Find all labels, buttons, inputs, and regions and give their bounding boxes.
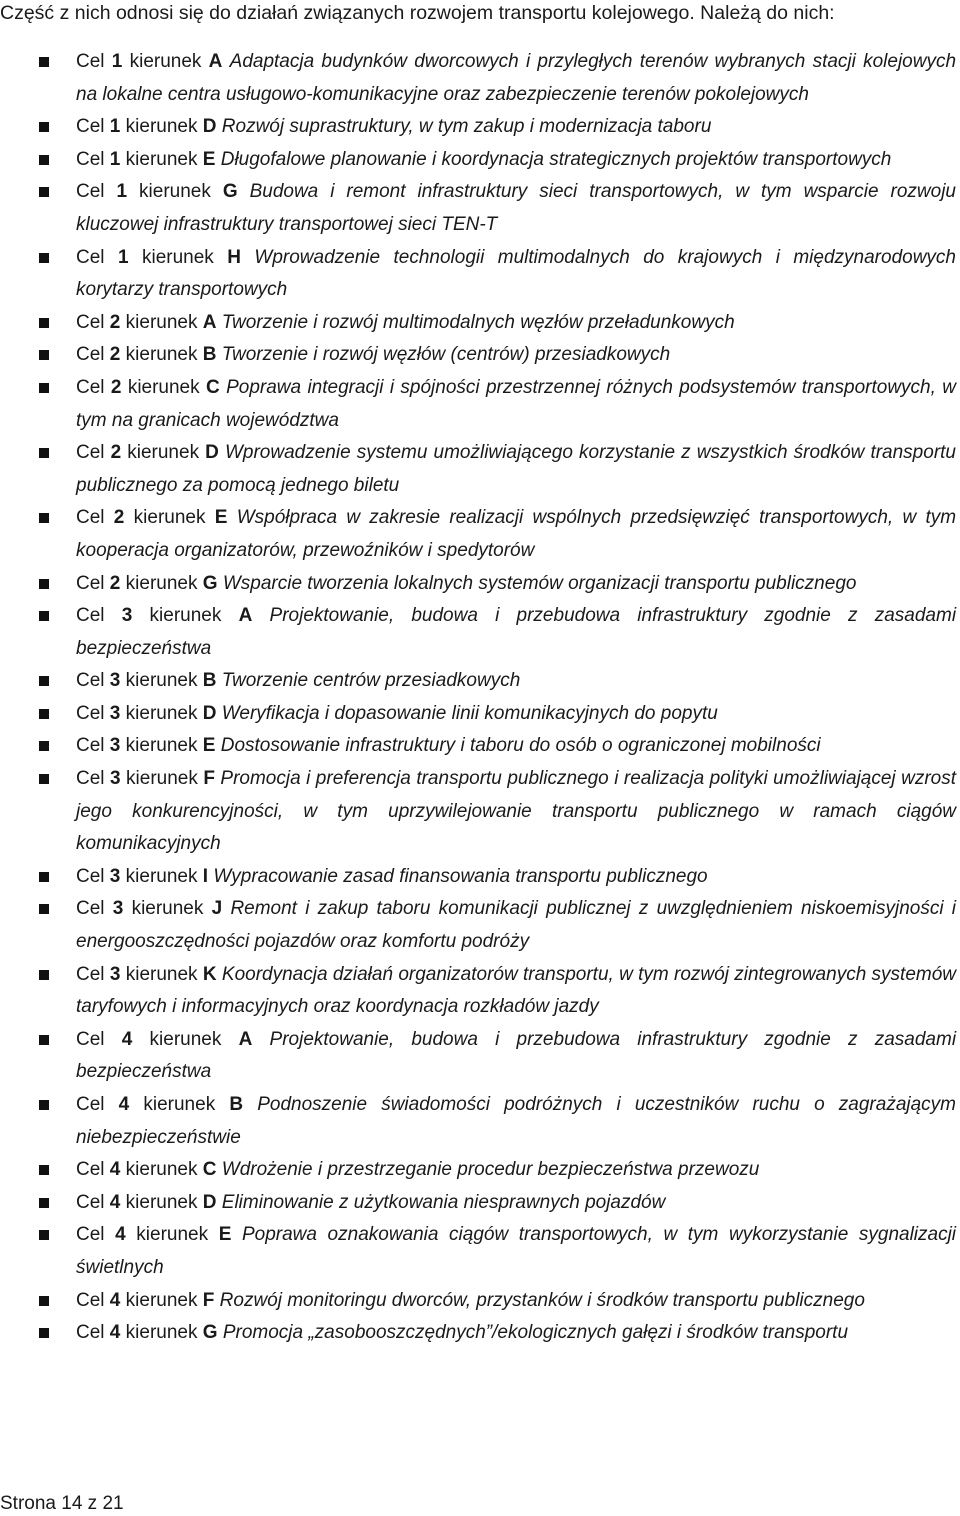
goal-kierunek-label: kierunek <box>125 1159 198 1181</box>
goal-title: Koordynacja działań organizatorów transportu, w tym rozwój zintegrowanych systemów taryfowych i informacyjnych oraz koordynacja rozkładów jazdy <box>76 963 957 1018</box>
goal-kierunek-label: kierunek <box>125 116 198 138</box>
goal-kierunek-letter: F <box>202 1289 215 1311</box>
intro-paragraph: Część z nich odnosi się do działań związanych rozwojem transportu kolejowego. Należą do nich: <box>0 2 835 24</box>
goal-kierunek-letter: F <box>203 768 215 790</box>
goal-cel-label: Cel <box>76 1289 105 1311</box>
goal-kierunek-letter: G <box>222 181 238 203</box>
square-bullet-icon <box>39 187 49 197</box>
square-bullet-icon <box>39 1165 49 1175</box>
goal-cel-label: Cel <box>76 898 105 920</box>
goal-cel-number: 4 <box>121 1028 133 1050</box>
goal-kierunek-label: kierunek <box>139 181 211 203</box>
goal-cel-number: 3 <box>112 898 124 920</box>
goal-cel-number: 2 <box>110 376 122 398</box>
goal-title: Tworzenie i rozwój węzłów (centrów) przesiadkowych <box>221 344 671 366</box>
square-bullet-icon <box>39 350 49 360</box>
goal-kierunek-label: kierunek <box>125 1322 198 1344</box>
goal-list <box>0 46 960 1350</box>
goal-cel-label: Cel <box>76 442 105 464</box>
square-bullet-icon <box>39 253 49 263</box>
goal-cel-label: Cel <box>76 670 105 692</box>
goal-cel-label: Cel <box>76 1191 105 1213</box>
goal-cel-label: Cel <box>76 768 105 790</box>
goal-title: Długofalowe planowanie i koordynacja strategicznych projektów transportowych <box>220 148 892 170</box>
list-item <box>0 698 960 731</box>
goal-cel-number: 3 <box>109 670 121 692</box>
goal-title: Współpraca w zakresie realizacji wspólnych przedsięwzięć transportowych, w tym kooperacja organizatorów, przewoźników i spedytorów <box>76 507 957 561</box>
square-bullet-icon <box>39 1035 49 1045</box>
goal-cel-label: Cel <box>76 605 105 627</box>
goal-cel-number: 2 <box>109 572 121 594</box>
list-item <box>0 339 960 372</box>
goal-cel-label: Cel <box>76 1159 105 1181</box>
list-item <box>0 1317 960 1350</box>
goal-cel-number: 3 <box>109 702 121 724</box>
square-bullet-icon <box>39 904 49 914</box>
goal-kierunek-letter: I <box>202 865 209 887</box>
goal-title: Rozwój suprastruktury, w tym zakup i modernizacja taboru <box>221 116 712 138</box>
square-bullet-icon <box>39 1100 49 1110</box>
goal-kierunek-letter: A <box>202 311 217 333</box>
goal-cel-number: 4 <box>109 1159 121 1181</box>
goal-kierunek-label: kierunek <box>125 311 198 333</box>
goal-kierunek-label: kierunek <box>125 344 198 366</box>
goal-kierunek-label: kierunek <box>125 963 198 985</box>
goal-kierunek-letter: E <box>202 735 216 757</box>
square-bullet-icon <box>39 970 49 980</box>
list-item <box>0 600 960 665</box>
square-bullet-icon <box>39 318 49 328</box>
goal-kierunek-letter: C <box>202 1159 217 1181</box>
list-item <box>0 568 960 601</box>
goal-kierunek-label: kierunek <box>136 1224 209 1246</box>
goal-cel-number: 2 <box>109 311 121 333</box>
goal-title: Wypracowanie zasad finansowania transportu publicznego <box>213 865 708 887</box>
goal-kierunek-label: kierunek <box>125 1191 198 1213</box>
list-item <box>0 111 960 144</box>
list-item <box>0 959 960 1024</box>
goal-cel-label: Cel <box>76 1094 105 1115</box>
goal-kierunek-label: kierunek <box>125 865 198 887</box>
goal-kierunek-letter: B <box>202 344 217 366</box>
square-bullet-icon <box>39 579 49 589</box>
goal-kierunek-label: kierunek <box>125 735 198 757</box>
goal-cel-label: Cel <box>76 1322 105 1344</box>
goal-kierunek-letter: G <box>202 572 218 594</box>
square-bullet-icon <box>39 1328 49 1338</box>
goal-kierunek-letter: K <box>202 963 217 985</box>
goal-kierunek-letter: G <box>202 1322 218 1344</box>
goal-kierunek-letter: E <box>214 507 228 529</box>
goal-cel-number: 3 <box>109 865 121 887</box>
goal-cel-number: 3 <box>109 768 121 790</box>
goal-cel-number: 3 <box>109 735 121 757</box>
goal-kierunek-letter: D <box>202 116 217 138</box>
goal-cel-number: 2 <box>113 507 125 529</box>
list-item <box>0 502 960 567</box>
square-bullet-icon <box>39 383 49 393</box>
list-item <box>0 1089 960 1154</box>
goal-cel-label: Cel <box>76 311 105 333</box>
goal-cel-label: Cel <box>76 702 105 724</box>
goal-cel-number: 3 <box>121 605 133 627</box>
goal-title: Wprowadzenie systemu umożliwiającego korzystanie z wszystkich środków transportu publicznego za pomocą jednego biletu <box>76 442 956 496</box>
list-item <box>0 861 960 894</box>
goal-cel-label: Cel <box>76 246 105 268</box>
square-bullet-icon <box>39 122 49 132</box>
goal-kierunek-letter: D <box>205 442 219 464</box>
goal-cel-label: Cel <box>76 344 105 366</box>
square-bullet-icon <box>39 676 49 686</box>
list-item <box>0 1024 960 1089</box>
goal-title: Wdrożenie i przestrzeganie procedur bezpieczeństwa przewozu <box>221 1159 760 1181</box>
goal-title: Wprowadzenie technologii multimodalnych do krajowych i międzynarodowych korytarzy transportowych <box>76 246 956 301</box>
page-number: Strona 14 z 21 <box>0 1493 124 1514</box>
goal-kierunek-label: kierunek <box>149 605 222 627</box>
goal-kierunek-letter: C <box>206 376 220 398</box>
goal-cel-label: Cel <box>76 51 105 72</box>
list-item <box>0 46 960 111</box>
square-bullet-icon <box>39 1198 49 1208</box>
goal-cel-number: 1 <box>109 116 121 138</box>
list-item <box>0 1285 960 1318</box>
goal-kierunek-label: kierunek <box>149 1028 222 1050</box>
goal-cel-label: Cel <box>76 181 105 203</box>
goal-title: Weryfikacja i dopasowanie linii komunikacyjnych do popytu <box>221 702 718 724</box>
goal-kierunek-label: kierunek <box>125 148 198 170</box>
square-bullet-icon <box>39 611 49 621</box>
goal-title: Remont i zakup taboru komunikacji publicznej z uwzględnieniem niskoemisyjności i energooszczędności pojazdów oraz komfortu podróży <box>76 898 957 953</box>
goal-cel-label: Cel <box>76 735 105 757</box>
list-item <box>0 372 960 437</box>
goal-cel-label: Cel <box>76 572 105 594</box>
goal-kierunek-label: kierunek <box>131 898 204 920</box>
goal-cel-label: Cel <box>76 376 105 398</box>
goal-cel-label: Cel <box>76 507 105 529</box>
list-item <box>0 176 960 241</box>
square-bullet-icon <box>39 741 49 751</box>
goal-cel-number: 1 <box>116 181 128 203</box>
goal-cel-number: 4 <box>109 1289 121 1311</box>
goal-cel-label: Cel <box>76 1224 105 1246</box>
goal-cel-number: 4 <box>118 1094 130 1115</box>
list-item <box>0 1154 960 1187</box>
square-bullet-icon <box>39 774 49 784</box>
goal-kierunek-letter: E <box>202 148 216 170</box>
goal-title: Tworzenie centrów przesiadkowych <box>221 670 521 692</box>
goal-cel-number: 3 <box>109 963 121 985</box>
square-bullet-icon <box>39 1230 49 1240</box>
list-item <box>0 730 960 763</box>
goal-title: Rozwój monitoringu dworców, przystanków i środków transportu publicznego <box>219 1289 865 1311</box>
goal-kierunek-letter: B <box>202 670 217 692</box>
list-item <box>0 144 960 177</box>
goal-cel-number: 4 <box>109 1322 121 1344</box>
goal-cel-label: Cel <box>76 1028 105 1050</box>
goal-title: Dostosowanie infrastruktury i taboru do osób o ograniczonej mobilności <box>220 735 821 757</box>
goal-title: Promocja „zasobooszczędnych”/ekologicznych gałęzi i środków transportu <box>222 1322 849 1344</box>
goal-kierunek-letter: A <box>238 605 253 627</box>
goal-kierunek-label: kierunek <box>125 572 198 594</box>
goal-cel-number: 4 <box>109 1191 121 1213</box>
goal-kierunek-label: kierunek <box>125 702 198 724</box>
square-bullet-icon <box>39 1296 49 1306</box>
list-item <box>0 665 960 698</box>
list-item <box>0 1219 960 1284</box>
goal-title: Adaptacja budynków dworcowych i przyległych terenów wybranych stacji kolejowych na lokalne centra usługowo-komunikacyjne oraz zabezpieczenie terenów pokolejowych <box>76 51 957 105</box>
goal-kierunek-label: kierunek <box>127 376 200 398</box>
goal-title: Promocja i preferencja transportu publicznego i realizacja polityki umożliwiającej wzrost jego konkurencyjności, w tym uprzywilejowanie transportu publicznego w ramach ciągów komunikacyjnych <box>76 768 957 855</box>
goal-kierunek-label: kierunek <box>143 1094 216 1115</box>
goal-kierunek-label: kierunek <box>126 768 198 790</box>
square-bullet-icon <box>39 513 49 523</box>
goal-cel-number: 4 <box>115 1224 126 1246</box>
goal-title: Eliminowanie z użytkowania niesprawnych pojazdów <box>221 1191 666 1213</box>
goal-cel-label: Cel <box>76 148 105 170</box>
list-item <box>0 242 960 307</box>
goal-cel-label: Cel <box>76 963 105 985</box>
goal-kierunek-letter: B <box>229 1094 244 1115</box>
goal-cel-number: 2 <box>110 442 122 464</box>
goal-kierunek-letter: D <box>202 702 217 724</box>
goal-kierunek-label: kierunek <box>125 1289 198 1311</box>
square-bullet-icon <box>39 155 49 165</box>
goal-kierunek-label: kierunek <box>127 442 200 464</box>
goal-kierunek-label: kierunek <box>133 507 206 529</box>
goal-cel-label: Cel <box>76 116 105 138</box>
goal-title: Budowa i remont infrastruktury sieci transportowych, w tym wsparcie rozwoju kluczowej infrastruktury transportowej sieci TEN-T <box>76 181 956 235</box>
goal-cel-number: 1 <box>111 51 123 72</box>
goal-kierunek-letter: D <box>202 1191 217 1213</box>
goal-title: Poprawa integracji i spójności przestrzennej różnych podsystemów transportowych, w tym na granicach województwa <box>76 376 956 431</box>
goal-kierunek-label: kierunek <box>141 246 214 268</box>
list-item <box>0 307 960 340</box>
goal-title: Poprawa oznakowania ciągów transportowych, w tym wykorzystanie sygnalizacji świetlnych <box>76 1224 957 1278</box>
goal-kierunek-letter: E <box>218 1224 232 1246</box>
list-item <box>0 893 960 958</box>
goal-title: Wsparcie tworzenia lokalnych systemów organizacji transportu publicznego <box>222 572 857 594</box>
goal-title: Podnoszenie świadomości podróżnych i uczestników ruchu o zagrażającym niebezpieczeństwie <box>76 1094 957 1148</box>
square-bullet-icon <box>39 709 49 719</box>
goal-kierunek-label: kierunek <box>129 51 202 72</box>
goal-cel-label: Cel <box>76 865 105 887</box>
goal-kierunek-letter: A <box>208 51 223 72</box>
goal-kierunek-letter: H <box>227 246 241 268</box>
square-bullet-icon <box>39 57 49 67</box>
list-item <box>0 763 960 861</box>
goal-cel-number: 1 <box>109 148 121 170</box>
goal-kierunek-letter: A <box>238 1028 253 1050</box>
list-item <box>0 1187 960 1220</box>
goal-title: Tworzenie i rozwój multimodalnych węzłów przeładunkowych <box>221 311 735 333</box>
goal-title: Projektowanie, budowa i przebudowa infrastruktury zgodnie z zasadami bezpieczeństwa <box>76 605 957 659</box>
square-bullet-icon <box>39 448 49 458</box>
goal-kierunek-letter: J <box>211 898 223 920</box>
goal-cel-number: 2 <box>109 344 121 366</box>
goal-cel-number: 1 <box>117 246 129 268</box>
list-item <box>0 437 960 502</box>
goal-title: Projektowanie, budowa i przebudowa infrastruktury zgodnie z zasadami bezpieczeństwa <box>76 1028 957 1083</box>
goal-kierunek-label: kierunek <box>125 670 198 692</box>
square-bullet-icon <box>39 872 49 882</box>
